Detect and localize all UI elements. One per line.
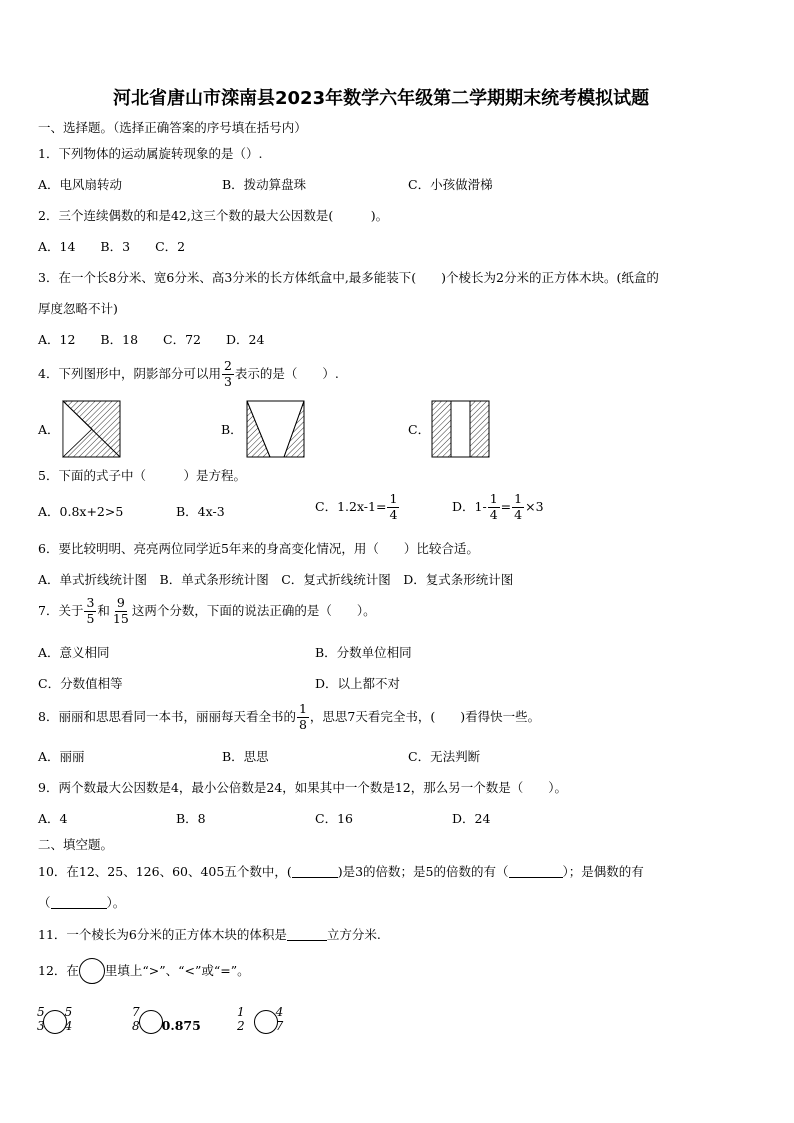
question-5-stem: 5．下面的式子中（ ）是方程。: [38, 468, 246, 483]
question-10-text-2: )是3的倍数；是5的倍数的有（: [337, 864, 509, 879]
fraction-denominator: 4: [489, 506, 498, 522]
question-12-text-2: 里填上“>”、“<”或“=”。: [104, 962, 250, 978]
question-12-text-1: 12．在: [38, 962, 79, 978]
fraction-one-quarter: [488, 493, 500, 521]
question-1-stem: 1．下列物体的运动属旋转现象的是（）.: [38, 146, 263, 161]
fraction-numerator: 1: [489, 491, 498, 506]
question-11-stem: [38, 928, 381, 942]
question-8-stem-post: ，思思7天看完全书，( )看得快一些。: [309, 708, 541, 724]
fraction-numerator: 3: [86, 595, 95, 610]
question-7-stem-pre: 7．关于: [38, 602, 84, 618]
fraction-denominator: 8: [132, 1019, 140, 1033]
fraction-denominator: 4: [64, 1019, 73, 1033]
section-heading-fill-blank: 二、填空题。: [38, 837, 114, 852]
question-7-option-b: B．分数单位相同: [315, 645, 412, 660]
fraction-denominator: 5: [86, 610, 95, 626]
question-11-text-1: 11．一个棱长为6分米的正方体木块的体积是: [38, 927, 287, 942]
question-7-option-c: C．分数值相等: [38, 676, 123, 691]
question-5-option-a: A．0.8x+2>5: [38, 504, 124, 519]
answer-blank[interactable]: [509, 865, 563, 878]
question-9-option-d: D．24: [452, 811, 491, 826]
decimal-value: 0.875: [161, 1017, 201, 1033]
fraction-numerator: 5: [64, 1005, 73, 1019]
answer-blank[interactable]: [51, 896, 107, 909]
question-4-option-a-label: A．: [38, 422, 60, 437]
question-5-option-c-text: C．1.2x-1=: [315, 498, 387, 514]
question-4-option-c-label: C．: [408, 422, 431, 437]
fraction-one-quarter: [512, 493, 524, 521]
fraction-one-half: [236, 1006, 246, 1032]
question-2-options: A．14 B．3 C．2: [38, 239, 186, 254]
fraction-four-sevenths: [275, 1006, 285, 1032]
question-4-stem: [38, 360, 339, 388]
fraction-numerator: 5: [37, 1005, 45, 1019]
fraction-numerator: 9: [116, 595, 125, 610]
question-11-text-2: 立方分米.: [326, 927, 381, 942]
question-10-text-3: ）；是偶数的有: [562, 864, 644, 879]
question-8-option-a: A．丽丽: [38, 749, 85, 764]
fraction-denominator: 3: [37, 1019, 45, 1033]
equals-sign: =: [500, 498, 512, 514]
compare-circle-icon: [79, 958, 105, 984]
question-9-option-a: A．4: [38, 811, 68, 826]
question-5-option-c: [315, 493, 400, 521]
question-5-option-d-text: D．1-: [452, 498, 487, 514]
fraction-numerator: 1: [298, 701, 307, 716]
fraction-one-quarter: [387, 493, 399, 521]
question-8-option-b: B．思思: [222, 749, 269, 764]
answer-blank[interactable]: [287, 928, 327, 941]
question-3-options: A．12 B．18 C．72 D．24: [38, 332, 265, 347]
compare-circle-input[interactable]: [139, 1010, 163, 1034]
fraction-denominator: 4: [514, 506, 523, 522]
question-3-stem-line2: 厚度忽略不计): [38, 301, 118, 316]
question-8-option-c: C．无法判断: [408, 749, 481, 764]
question-4-stem-post: 表示的是（ ）.: [234, 365, 339, 381]
question-9-option-c: C．16: [315, 811, 353, 826]
fraction-numerator: 1: [514, 491, 523, 506]
fraction-two-thirds: [222, 360, 234, 388]
question-4-stem-pre: 4．下列图形中，阴影部分可以用: [38, 365, 221, 381]
fraction-five-quarters: [64, 1006, 74, 1032]
question-10-line2: [38, 896, 125, 910]
fraction-nine-fifteenths: [111, 597, 131, 625]
comparison-item-2: [131, 1004, 201, 1034]
fraction-three-fifths: [84, 597, 96, 625]
question-5-option-d: [452, 493, 544, 521]
fraction-denominator: 2: [237, 1019, 245, 1033]
fraction-one-eighth: [297, 703, 309, 731]
question-10-text-5: ）。: [106, 895, 126, 910]
question-4-option-b-label: B．: [221, 422, 243, 437]
fraction-numerator: 4: [275, 1005, 284, 1019]
question-7-option-a: A．意义相同: [38, 645, 110, 660]
question-7-option-d: D．以上都不对: [315, 676, 401, 691]
fraction-numerator: 1: [389, 491, 398, 506]
section-heading-choice: 一、选择题。（选择正确答案的序号填在括号内）: [38, 120, 307, 135]
question-3-stem-line1: 3．在一个长8分米、宽6分米、高3分米的长方体纸盒中,最多能装下( )个棱长为2分米的正方体木块。(纸盒的: [38, 270, 659, 285]
question-9-option-b: B．8: [176, 811, 206, 826]
question-5-option-b: B．4x-3: [176, 504, 225, 519]
fraction-denominator: 15: [112, 610, 129, 626]
fraction-numerator: 7: [132, 1005, 140, 1019]
question-10-line1: [38, 865, 644, 879]
question-12-stem: [38, 958, 250, 984]
question-10-text-1: 10．在12、25、126、60、405五个数中，(: [38, 864, 292, 879]
question-1-option-c: C．小孩做滑梯: [408, 177, 493, 192]
question-7-and: 和: [97, 602, 110, 618]
page-title: 河北省唐山市滦南县2023年数学六年级第二学期期末统考模拟试题: [113, 88, 650, 109]
question-1-option-a: A．电风扇转动: [38, 177, 123, 192]
fraction-denominator: 8: [298, 716, 307, 732]
question-9-stem: 9．两个数最大公因数是4，最小公倍数是24，如果其中一个数是12，那么另一个数是（ ）。: [38, 780, 567, 795]
figure-a-square-diagonal-shading: [62, 400, 122, 458]
question-6-options: A．单式折线统计图 B．单式条形统计图 C．复式折线统计图 D．复式条形统计图: [38, 572, 514, 587]
question-8-stem: [38, 703, 540, 731]
question-8-stem-pre: 8．丽丽和思思看同一本书，丽丽每天看全书的: [38, 708, 296, 724]
fraction-denominator: 3: [223, 373, 232, 389]
fraction-numerator: 2: [223, 358, 232, 373]
question-6-stem: 6．要比较明明、亮亮两位同学近5年来的身高变化情况，用（ ）比较合适。: [38, 541, 479, 556]
comparison-item-3: [236, 1004, 284, 1034]
times-three: ×3: [525, 498, 544, 514]
fraction-denominator: 4: [389, 506, 398, 522]
fraction-numerator: 1: [237, 1005, 245, 1019]
figure-c-rectangle-strips-shading: [431, 400, 491, 458]
question-7-stem: [38, 597, 376, 625]
question-7-stem-post: 这两个分数，下面的说法正确的是（ ）。: [131, 602, 376, 618]
figure-b-square-triangles-shading: [246, 400, 306, 458]
comparison-item-1: [36, 1004, 73, 1034]
question-1-option-b: B．拨动算盘珠: [222, 177, 307, 192]
question-10-text-4: （: [38, 895, 51, 910]
question-2-stem: 2．三个连续偶数的和是42,这三个数的最大公因数是( )。: [38, 208, 389, 223]
fraction-denominator: 7: [275, 1019, 284, 1033]
answer-blank[interactable]: [292, 865, 338, 878]
